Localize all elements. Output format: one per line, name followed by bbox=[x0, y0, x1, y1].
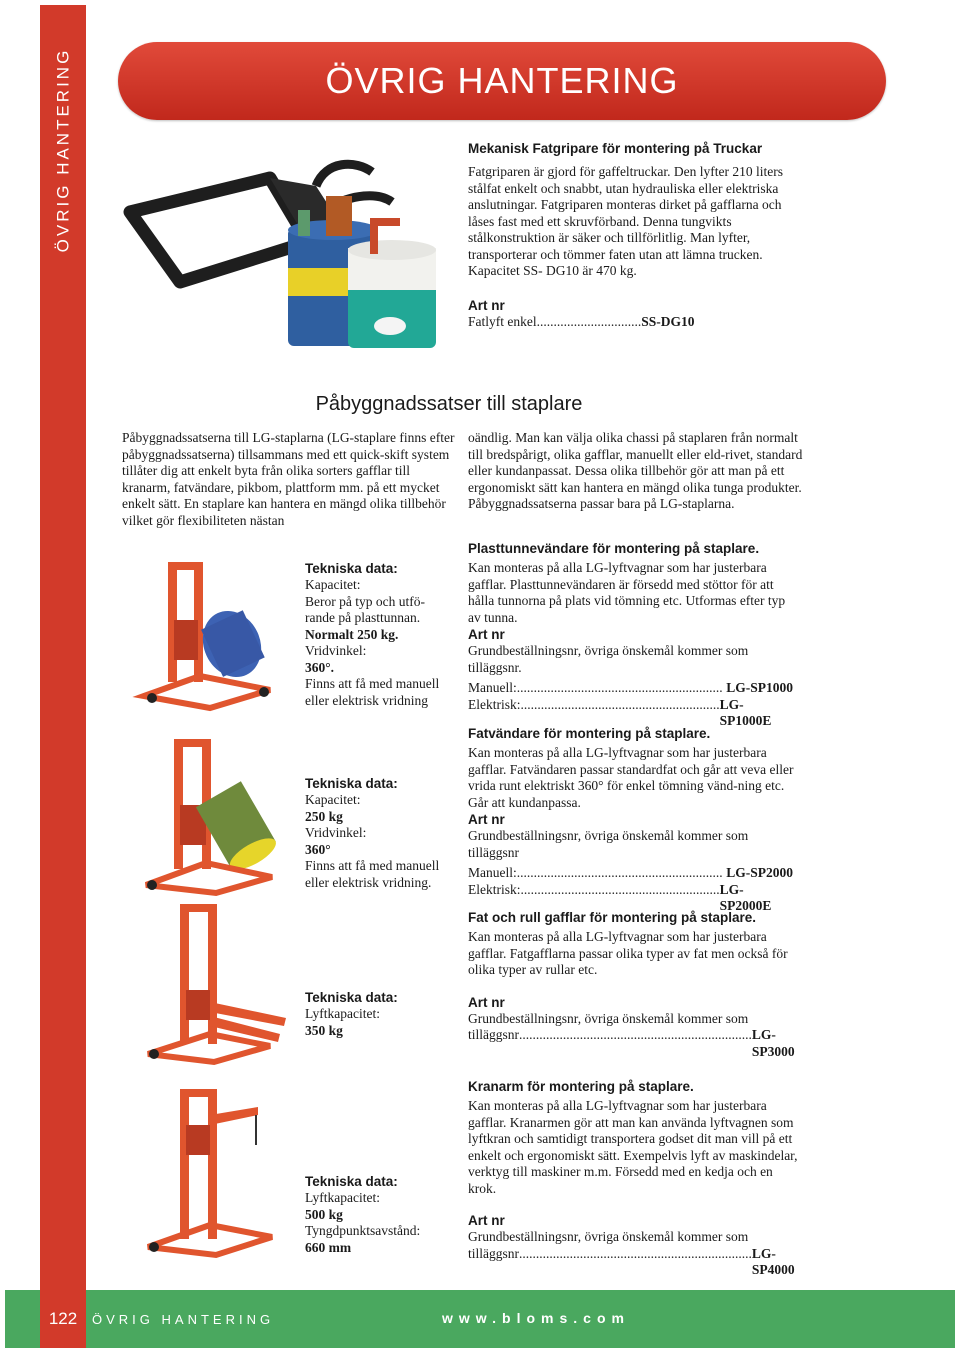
section-text-col1: Påbyggnadssatserna till LG-staplarna (LG-staplare finns efter påbyggnadssatserna) tillsammans med ett quick-skift system tillåter dig att enkelt byta från olika sorters gafflar till kranarm, fatvändare, pikbom, plattform mm. på ett mycket enkelt sätt. En staplare kan hantera en mängd olika tillbehör vilket gör flexibiliteten nästan bbox=[122, 430, 455, 528]
product-text: Kan monteras på alla LG-lyftvagnar som har justerbara gafflar. Kranarmen gör att man kan använda lyftvagnen som lyftkran och samtidigt transportera godset dit man vill på ett enkelt och ergonomiskt sätt. Exempelvis lyft av maskindelar, verktyg till maskiner m.m. Försedd med en kedja och en krok. bbox=[468, 1098, 798, 1196]
art-text: Grundbeställningsnr, övriga önskemål kommer som bbox=[468, 1229, 749, 1244]
order-label: tilläggsnr bbox=[468, 1027, 519, 1042]
order-dots: ..................................................................... bbox=[519, 1245, 752, 1261]
product-block bbox=[468, 540, 798, 730]
spec-block bbox=[305, 989, 465, 1039]
product-block bbox=[468, 909, 798, 1060]
spec-line: Vridvinkel: bbox=[305, 643, 367, 658]
order-dots: ............................................................. bbox=[516, 680, 723, 695]
product-block bbox=[468, 1078, 798, 1279]
spec-line: Beror på typ och utfö- bbox=[305, 593, 425, 609]
product-title: Fatvändare för montering på staplare. bbox=[468, 726, 711, 741]
spec-block bbox=[305, 775, 465, 891]
intro-text: Fatgriparen är gjord för gaffeltruckar. Den lyfter 210 liters stålfat enkelt och snabbt, utan hydrauliska eller elektriska anslutningar. Fatgriparen monteras dirket på gafflarna och låses fast med ett skruvförband. Denna tungvikts stålkonstruktion är säker och tillförlitlig. Man lyfter, transporterar och tömmer faten utan att lämna trucken. bbox=[468, 164, 784, 262]
art-text: Grundbeställningsnr, övriga önskemål kommer som tilläggsnr bbox=[468, 828, 749, 860]
drum-gripper-image bbox=[120, 150, 450, 350]
intro-order-line bbox=[468, 314, 788, 331]
spec-line: 350 kg bbox=[305, 1022, 343, 1038]
drum-forks-image bbox=[140, 900, 290, 1065]
spec-block bbox=[305, 1173, 465, 1256]
spec-line: rande på plasttunnan. bbox=[305, 610, 421, 625]
spec-line: Finns att få med manuell bbox=[305, 676, 440, 691]
drum-turner-image bbox=[140, 735, 290, 895]
crane-arm-image bbox=[140, 1085, 290, 1260]
product-title: Fat och rull gafflar för montering på staplare. bbox=[468, 910, 757, 925]
order-dots: ............................................................. bbox=[516, 865, 723, 880]
barrel-turner-image bbox=[140, 558, 290, 713]
page-title: ÖVRIG HANTERING bbox=[325, 60, 679, 101]
order-label: Manuell: bbox=[468, 680, 517, 695]
spec-line: Finns att få med manuell bbox=[305, 858, 440, 873]
intro-art-label: Art nr bbox=[468, 297, 505, 313]
order-code: LG-SP4000 bbox=[751, 1245, 795, 1277]
spec-line: eller elektrisk vridning. bbox=[305, 874, 432, 890]
footer-section-label: ÖVRIG HANTERING bbox=[92, 1312, 275, 1327]
order-code: LG-SP1000 bbox=[726, 680, 793, 695]
spec-title: Tekniska data: bbox=[305, 1174, 398, 1189]
spec-line: 660 mm bbox=[305, 1239, 352, 1255]
art-label: Art nr bbox=[468, 994, 505, 1010]
spec-line: Kapacitet: bbox=[305, 792, 361, 807]
product-title: Plasttunnevändare för montering på staplare. bbox=[468, 541, 760, 556]
section-text-col2: oändlig. Man kan välja olika chassi på staplaren från normalt till bredspårigt, olika gafflar, manuellt eller eld-rivet, standard eller kundanpassat. Dessa olika tillbehör gör att man på ett ergonomiskt sätt kan hantera en mängd olika tunga produkter. Påbyggnadssatserna passar bara på LG-staplarna. bbox=[468, 430, 803, 511]
spec-title: Tekniska data: bbox=[305, 776, 398, 791]
order-label: Elektrisk: bbox=[468, 881, 521, 897]
intro-capacity: Kapacitet SS- DG10 är 470 kg. bbox=[468, 263, 637, 278]
spec-line: Normalt 250 kg. bbox=[305, 626, 399, 642]
page-number: 122 bbox=[40, 1290, 86, 1348]
spec-line: Lyftkapacitet: bbox=[305, 1190, 380, 1205]
spec-line: Tyngdpunktsavstånd: bbox=[305, 1223, 421, 1238]
spec-line: eller elektrisk vridning bbox=[305, 692, 428, 708]
order-dots: ..................................................................... bbox=[519, 1027, 752, 1042]
footer-url[interactable]: www.bloms.com bbox=[442, 1310, 630, 1326]
spec-line: 250 kg bbox=[305, 808, 343, 824]
spec-line: 360° bbox=[305, 841, 331, 857]
order-dots: ........................................................... bbox=[520, 881, 720, 897]
art-text: Grundbeställningsnr, övriga önskemål kommer som bbox=[468, 1010, 749, 1026]
spec-line: 360°. bbox=[305, 659, 335, 675]
art-label: Art nr bbox=[468, 627, 505, 642]
order-label: Elektrisk: bbox=[468, 696, 521, 712]
order-label: tilläggsnr bbox=[468, 1245, 519, 1261]
product-title: Kranarm för montering på staplare. bbox=[468, 1079, 694, 1094]
art-label: Art nr bbox=[468, 812, 505, 827]
page-header bbox=[118, 42, 886, 120]
product-text: Kan monteras på alla LG-lyftvagnar som har justerbara gafflar. Fatvändaren passar standardfat och går att veva eller vrida runt elektriskt 360° för enkel tömning vänd-ning etc. Går att kundanpassa. bbox=[468, 745, 794, 810]
order-line bbox=[468, 1246, 793, 1279]
order-dots: ............................... bbox=[536, 313, 642, 329]
spec-line: Kapacitet: bbox=[305, 577, 361, 592]
side-label: ÖVRIG HANTERING bbox=[53, 47, 72, 253]
order-line bbox=[468, 865, 793, 882]
spec-title: Tekniska data: bbox=[305, 990, 398, 1005]
art-text: Grundbeställningsnr, övriga önskemål kommer som tilläggsnr. bbox=[468, 643, 749, 675]
order-code: LG-SP3000 bbox=[751, 1027, 795, 1059]
order-label: Manuell: bbox=[468, 865, 517, 880]
order-code: LG-SP1000E bbox=[719, 696, 772, 728]
art-label: Art nr bbox=[468, 1213, 505, 1228]
spec-line: 500 kg bbox=[305, 1206, 343, 1222]
order-code: SS-DG10 bbox=[641, 313, 695, 329]
order-line bbox=[468, 1027, 793, 1060]
order-code: LG-SP2000 bbox=[726, 865, 793, 880]
intro-block bbox=[468, 140, 798, 330]
spec-line: Vridvinkel: bbox=[305, 825, 367, 840]
order-code: LG-SP2000E bbox=[719, 881, 772, 913]
product-block bbox=[468, 725, 798, 915]
section-heading: Påbyggnadssatser till staplare bbox=[315, 393, 583, 415]
order-line bbox=[468, 680, 793, 697]
spec-line: Lyftkapacitet: bbox=[305, 1006, 380, 1021]
product-text: Kan monteras på alla LG-lyftvagnar som har justerbara gafflar. Plasttunnevändaren är försedd med stöttor för att hålla tunnorna på plats vid tömning etc. Utformas efter typ av tunna. bbox=[468, 560, 786, 625]
spec-block bbox=[305, 560, 465, 709]
order-label: Fatlyft enkel bbox=[468, 313, 537, 329]
intro-title: Mekanisk Fatgripare för montering på Truckar bbox=[468, 141, 763, 156]
product-text: Kan monteras på alla LG-lyftvagnar som har justerbara gafflar. Fatgafflarna passar olika typer av fat men också för olika typer av rullar etc. bbox=[468, 929, 788, 977]
spec-title: Tekniska data: bbox=[305, 561, 398, 576]
order-dots: ........................................................... bbox=[520, 696, 720, 712]
